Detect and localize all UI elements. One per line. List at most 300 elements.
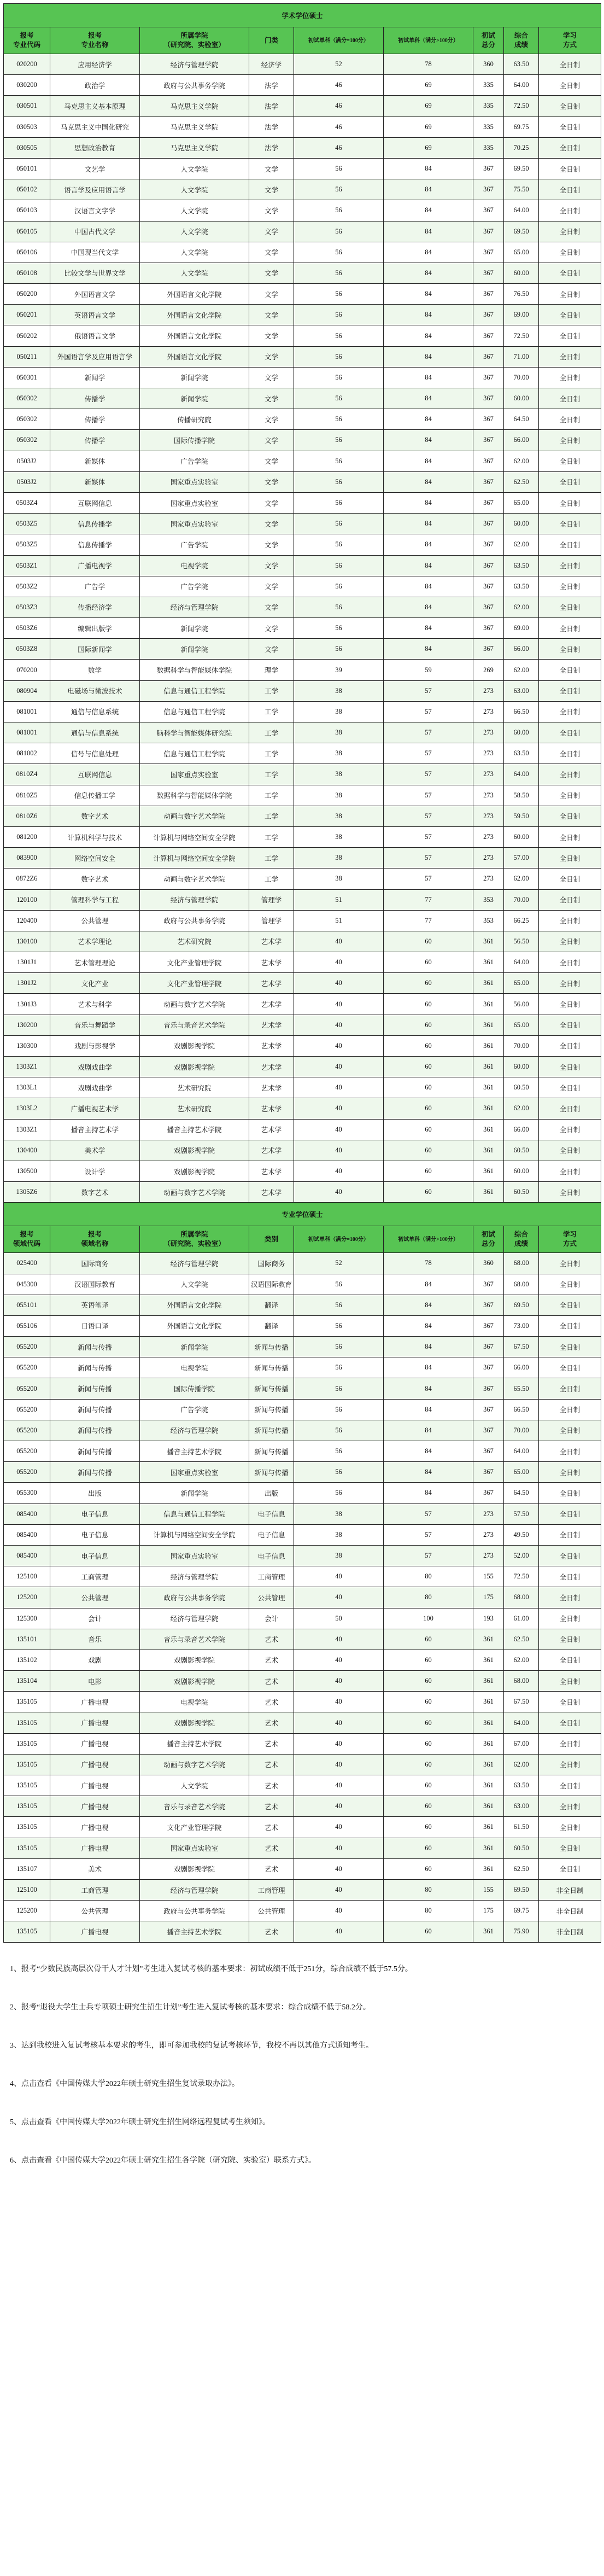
table-cell: 俄语语言文学 bbox=[50, 325, 140, 346]
column-header: 学习 方式 bbox=[539, 27, 601, 54]
table-cell: 戏剧影视学院 bbox=[140, 1035, 249, 1056]
table-cell: 68.00 bbox=[504, 1587, 539, 1608]
table-cell: 40 bbox=[294, 1057, 384, 1077]
table-cell: 计算机与网络空间安全学院 bbox=[140, 848, 249, 869]
table-row bbox=[4, 1921, 601, 1942]
table-cell: 130400 bbox=[4, 1140, 50, 1161]
table-cell: 055101 bbox=[4, 1295, 50, 1315]
table-cell: 335 bbox=[473, 96, 504, 116]
table-cell: 361 bbox=[473, 1733, 504, 1754]
table-row bbox=[4, 1295, 601, 1315]
table-cell: 全日制 bbox=[539, 534, 601, 555]
table-cell: 新闻与传播 bbox=[249, 1337, 294, 1357]
table-cell: 60 bbox=[384, 1650, 473, 1670]
table-cell: 38 bbox=[294, 869, 384, 889]
table-cell: 艺术学理论 bbox=[50, 931, 140, 952]
table-cell: 数学 bbox=[50, 660, 140, 680]
table-cell: 经济与管理学院 bbox=[140, 1253, 249, 1274]
table-cell: 135105 bbox=[4, 1754, 50, 1775]
table-cell: 050202 bbox=[4, 325, 50, 346]
table-cell: 文学 bbox=[249, 263, 294, 283]
table-cell: 60.00 bbox=[504, 263, 539, 283]
table-cell: 艺术 bbox=[249, 1671, 294, 1692]
table-cell: 84 bbox=[384, 597, 473, 617]
table-row bbox=[4, 1775, 601, 1796]
table-cell: 新闻与传播 bbox=[50, 1399, 140, 1420]
table-cell: 125100 bbox=[4, 1879, 50, 1900]
table-cell: 085400 bbox=[4, 1503, 50, 1524]
table-row bbox=[4, 325, 601, 346]
table-cell: 56 bbox=[294, 388, 384, 409]
table-cell: 文学 bbox=[249, 305, 294, 325]
table-cell: 367 bbox=[473, 1337, 504, 1357]
table-cell: 全日制 bbox=[539, 325, 601, 346]
table-row bbox=[4, 1524, 601, 1545]
table-cell: 367 bbox=[473, 158, 504, 179]
table-cell: 语言学及应用语言学 bbox=[50, 179, 140, 200]
table-cell: 艺术学 bbox=[249, 1035, 294, 1056]
table-row bbox=[4, 263, 601, 283]
table-cell: 全日制 bbox=[539, 514, 601, 534]
table-cell: 网络空间安全 bbox=[50, 848, 140, 869]
table-cell: 84 bbox=[384, 1399, 473, 1420]
table-cell: 广播电视 bbox=[50, 1692, 140, 1712]
table-cell: 56 bbox=[294, 1441, 384, 1462]
table-cell: 62.50 bbox=[504, 1629, 539, 1650]
table-cell: 0503Z8 bbox=[4, 639, 50, 660]
table-cell: 0810Z5 bbox=[4, 785, 50, 806]
table-cell: 80 bbox=[384, 1566, 473, 1587]
table-cell: 新闻与传播 bbox=[249, 1420, 294, 1441]
table-row bbox=[4, 1692, 601, 1712]
table-row bbox=[4, 116, 601, 137]
table-cell: 经济与管理学院 bbox=[140, 1608, 249, 1629]
table-row bbox=[4, 179, 601, 200]
table-cell: 135105 bbox=[4, 1921, 50, 1942]
table-cell: 工学 bbox=[249, 743, 294, 764]
table-cell: 57 bbox=[384, 848, 473, 869]
table-cell: 广播电视 bbox=[50, 1921, 140, 1942]
table-cell: 全日制 bbox=[539, 889, 601, 910]
table-row bbox=[4, 848, 601, 869]
note-item[interactable]: 4、点击查看《中国传媒大学2022年硕士研究生招生复试录取办法》。 bbox=[10, 2079, 239, 2088]
table-cell: 全日制 bbox=[539, 1650, 601, 1670]
table-cell: 数字艺术 bbox=[50, 806, 140, 826]
table-cell: 40 bbox=[294, 1754, 384, 1775]
table-cell: 155 bbox=[473, 1879, 504, 1900]
table-cell: 62.00 bbox=[504, 1650, 539, 1670]
table-cell: 0503Z4 bbox=[4, 492, 50, 513]
table-cell: 361 bbox=[473, 1692, 504, 1712]
table-cell: 工商管理 bbox=[249, 1879, 294, 1900]
table-cell: 经济与管理学院 bbox=[140, 54, 249, 75]
table-cell: 135104 bbox=[4, 1671, 50, 1692]
table-cell: 国际商务 bbox=[249, 1253, 294, 1274]
table-cell: 46 bbox=[294, 137, 384, 158]
table-cell: 艺术 bbox=[249, 1838, 294, 1858]
table-cell: 广播电视 bbox=[50, 1838, 140, 1858]
table-cell: 全日制 bbox=[539, 221, 601, 242]
table-cell: 新闻学院 bbox=[140, 1337, 249, 1357]
table-cell: 84 bbox=[384, 1295, 473, 1315]
table-cell: 全日制 bbox=[539, 1035, 601, 1056]
table-cell: 050108 bbox=[4, 263, 50, 283]
table-cell: 60 bbox=[384, 1775, 473, 1796]
table-row bbox=[4, 639, 601, 660]
table-cell: 367 bbox=[473, 388, 504, 409]
table-cell: 国家重点实验室 bbox=[140, 1545, 249, 1566]
table-cell: 367 bbox=[473, 1274, 504, 1295]
table-cell: 60 bbox=[384, 1035, 473, 1056]
table-row bbox=[4, 1879, 601, 1900]
table-cell: 文学 bbox=[249, 179, 294, 200]
table-cell: 367 bbox=[473, 639, 504, 660]
table-cell: 政府与公共事务学院 bbox=[140, 1901, 249, 1921]
table-cell: 335 bbox=[473, 75, 504, 96]
table-cell: 66.50 bbox=[504, 701, 539, 722]
table-cell: 全日制 bbox=[539, 242, 601, 263]
table-cell: 84 bbox=[384, 1378, 473, 1399]
table-row bbox=[4, 534, 601, 555]
table-cell: 电子信息 bbox=[50, 1524, 140, 1545]
table-cell: 367 bbox=[473, 284, 504, 305]
table-cell: 40 bbox=[294, 1817, 384, 1838]
table-cell: 361 bbox=[473, 1182, 504, 1203]
table-cell: 新闻与传播 bbox=[249, 1357, 294, 1378]
table-cell: 84 bbox=[384, 576, 473, 597]
table-cell: 273 bbox=[473, 722, 504, 743]
table-row bbox=[4, 200, 601, 221]
table-cell: 艺术学 bbox=[249, 1098, 294, 1119]
table-row bbox=[4, 1274, 601, 1295]
table-cell: 030200 bbox=[4, 75, 50, 96]
table-cell: 84 bbox=[384, 1420, 473, 1441]
table-cell: 音乐与录音艺术学院 bbox=[140, 1629, 249, 1650]
table-cell: 工学 bbox=[249, 869, 294, 889]
table-cell: 367 bbox=[473, 514, 504, 534]
table-cell: 新媒体 bbox=[50, 471, 140, 492]
table-cell: 67.50 bbox=[504, 1337, 539, 1357]
table-cell: 艺术管理理论 bbox=[50, 952, 140, 973]
table-cell: 69.75 bbox=[504, 1901, 539, 1921]
table-cell: 361 bbox=[473, 1712, 504, 1733]
table-cell: 工学 bbox=[249, 680, 294, 701]
table-cell: 361 bbox=[473, 1796, 504, 1817]
table-cell: 083900 bbox=[4, 848, 50, 869]
table-row bbox=[4, 1587, 601, 1608]
table-cell: 全日制 bbox=[539, 1119, 601, 1140]
table-cell: 新闻学院 bbox=[140, 367, 249, 388]
column-header: 报考 领域代码 bbox=[4, 1226, 50, 1253]
table-cell: 367 bbox=[473, 430, 504, 451]
column-header: 门类 bbox=[249, 27, 294, 54]
table-cell: 0503Z5 bbox=[4, 534, 50, 555]
table-cell: 60 bbox=[384, 994, 473, 1015]
table-cell: 51 bbox=[294, 889, 384, 910]
table-cell: 62.00 bbox=[504, 1754, 539, 1775]
table-cell: 非全日制 bbox=[539, 1921, 601, 1942]
table-cell: 050302 bbox=[4, 430, 50, 451]
table-cell: 政府与公共事务学院 bbox=[140, 1587, 249, 1608]
table-cell: 46 bbox=[294, 96, 384, 116]
table-cell: 84 bbox=[384, 158, 473, 179]
table-cell: 40 bbox=[294, 1775, 384, 1796]
table-cell: 64.50 bbox=[504, 409, 539, 430]
table-cell: 新闻学 bbox=[50, 367, 140, 388]
table-cell: 62.00 bbox=[504, 534, 539, 555]
table-cell: 56 bbox=[294, 597, 384, 617]
table-cell: 57 bbox=[384, 785, 473, 806]
table-cell: 84 bbox=[384, 555, 473, 576]
table-cell: 艺术 bbox=[249, 1712, 294, 1733]
table-cell: 57 bbox=[384, 1503, 473, 1524]
table-cell: 戏剧影视学院 bbox=[140, 1671, 249, 1692]
table-cell: 84 bbox=[384, 1357, 473, 1378]
table-cell: 文学 bbox=[249, 388, 294, 409]
table-cell: 60 bbox=[384, 1671, 473, 1692]
table-cell: 62.00 bbox=[504, 869, 539, 889]
table-cell: 电子信息 bbox=[249, 1524, 294, 1545]
table-cell: 055300 bbox=[4, 1483, 50, 1503]
table-row bbox=[4, 785, 601, 806]
table-cell: 全日制 bbox=[539, 1483, 601, 1503]
table-row bbox=[4, 1119, 601, 1140]
table-cell: 56 bbox=[294, 200, 384, 221]
table-cell: 60 bbox=[384, 1858, 473, 1879]
table-cell: 全日制 bbox=[539, 1182, 601, 1203]
table-cell: 全日制 bbox=[539, 1629, 601, 1650]
table-cell: 56 bbox=[294, 514, 384, 534]
table-cell: 64.00 bbox=[504, 764, 539, 785]
table-cell: 367 bbox=[473, 1295, 504, 1315]
table-cell: 57 bbox=[384, 1524, 473, 1545]
table-cell: 法学 bbox=[249, 75, 294, 96]
table-cell: 045300 bbox=[4, 1274, 50, 1295]
table-cell: 050201 bbox=[4, 305, 50, 325]
table-cell: 音乐与录音艺术学院 bbox=[140, 1015, 249, 1035]
table-row bbox=[4, 1315, 601, 1336]
table-cell: 全日制 bbox=[539, 1140, 601, 1161]
table-cell: 40 bbox=[294, 1712, 384, 1733]
table-cell: 出版 bbox=[249, 1483, 294, 1503]
table-cell: 全日制 bbox=[539, 1337, 601, 1357]
table-cell: 全日制 bbox=[539, 764, 601, 785]
table-cell: 361 bbox=[473, 1838, 504, 1858]
table-cell: 马克思主义中国化研究 bbox=[50, 116, 140, 137]
table-cell: 马克思主义学院 bbox=[140, 116, 249, 137]
table-cell: 60 bbox=[384, 1098, 473, 1119]
table-cell: 46 bbox=[294, 116, 384, 137]
table-cell: 367 bbox=[473, 576, 504, 597]
table-cell: 085400 bbox=[4, 1524, 50, 1545]
table-cell: 马克思主义基本原理 bbox=[50, 96, 140, 116]
table-cell: 全日制 bbox=[539, 1274, 601, 1295]
table-cell: 思想政治教育 bbox=[50, 137, 140, 158]
table-cell: 工商管理 bbox=[50, 1879, 140, 1900]
table-cell: 全日制 bbox=[539, 826, 601, 847]
table-cell: 电磁场与微波技术 bbox=[50, 680, 140, 701]
table-cell: 全日制 bbox=[539, 848, 601, 869]
table-cell: 全日制 bbox=[539, 1253, 601, 1274]
table-cell: 文学 bbox=[249, 200, 294, 221]
table-cell: 135105 bbox=[4, 1733, 50, 1754]
table-row bbox=[4, 722, 601, 743]
table-cell: 文学 bbox=[249, 284, 294, 305]
table-cell: 367 bbox=[473, 325, 504, 346]
table-cell: 84 bbox=[384, 1462, 473, 1483]
table-cell: 新媒体 bbox=[50, 451, 140, 471]
table-cell: 120400 bbox=[4, 910, 50, 931]
table-cell: 工学 bbox=[249, 806, 294, 826]
table-cell: 全日制 bbox=[539, 1817, 601, 1838]
table-cell: 57 bbox=[384, 806, 473, 826]
table-cell: 081001 bbox=[4, 722, 50, 743]
table-cell: 新闻与传播 bbox=[249, 1399, 294, 1420]
table-cell: 文学 bbox=[249, 492, 294, 513]
note-item[interactable]: 5、点击查看《中国传媒大学2022年硕士研究生招生网络远程复试考生须知》。 bbox=[10, 2118, 270, 2126]
table-cell: 全日制 bbox=[539, 1754, 601, 1775]
table-cell: 65.00 bbox=[504, 1462, 539, 1483]
table-row bbox=[4, 826, 601, 847]
table-cell: 055106 bbox=[4, 1315, 50, 1336]
table-cell: 全日制 bbox=[539, 701, 601, 722]
table-cell: 367 bbox=[473, 1483, 504, 1503]
table-cell: 84 bbox=[384, 305, 473, 325]
table-cell: 135101 bbox=[4, 1629, 50, 1650]
table-cell: 全日制 bbox=[539, 346, 601, 367]
table-cell: 59.50 bbox=[504, 806, 539, 826]
table-cell: 40 bbox=[294, 1161, 384, 1181]
table-cell: 80 bbox=[384, 1901, 473, 1921]
table-cell: 68.00 bbox=[504, 1253, 539, 1274]
table-row bbox=[4, 284, 601, 305]
table-cell: 353 bbox=[473, 910, 504, 931]
table-cell: 全日制 bbox=[539, 492, 601, 513]
table-cell: 60 bbox=[384, 1712, 473, 1733]
table-cell: 文学 bbox=[249, 242, 294, 263]
table-cell: 055200 bbox=[4, 1462, 50, 1483]
table-row bbox=[4, 1182, 601, 1203]
table-row bbox=[4, 1629, 601, 1650]
table-cell: 193 bbox=[473, 1608, 504, 1629]
table-cell: 全日制 bbox=[539, 1524, 601, 1545]
table-cell: 艺术学 bbox=[249, 952, 294, 973]
table-row bbox=[4, 1503, 601, 1524]
table-cell: 62.00 bbox=[504, 451, 539, 471]
table-cell: 管理科学与工程 bbox=[50, 889, 140, 910]
table-row bbox=[4, 1796, 601, 1817]
table-row bbox=[4, 471, 601, 492]
table-cell: 273 bbox=[473, 848, 504, 869]
table-cell: 经济与管理学院 bbox=[140, 889, 249, 910]
table-cell: 64.00 bbox=[504, 952, 539, 973]
table-cell: 69.50 bbox=[504, 158, 539, 179]
table-row bbox=[4, 514, 601, 534]
table-cell: 84 bbox=[384, 639, 473, 660]
table-cell: 56 bbox=[294, 576, 384, 597]
column-header: 报考 专业代码 bbox=[4, 27, 50, 54]
table-cell: 全日制 bbox=[539, 973, 601, 994]
table-cell: 38 bbox=[294, 806, 384, 826]
table-cell: 传播研究院 bbox=[140, 409, 249, 430]
table-cell: 51 bbox=[294, 910, 384, 931]
table-cell: 69.00 bbox=[504, 305, 539, 325]
column-header: 初试 总分 bbox=[473, 27, 504, 54]
table-cell: 367 bbox=[473, 1462, 504, 1483]
table-cell: 72.50 bbox=[504, 325, 539, 346]
table-cell: 56 bbox=[294, 1420, 384, 1441]
table-cell: 62.00 bbox=[504, 1098, 539, 1119]
table-cell: 全日制 bbox=[539, 1315, 601, 1336]
table-cell: 0503Z1 bbox=[4, 555, 50, 576]
column-header: 初试单科（满分>100分） bbox=[384, 27, 473, 54]
table-cell: 1305Z6 bbox=[4, 1182, 50, 1203]
table-cell: 文学 bbox=[249, 555, 294, 576]
table-cell: 40 bbox=[294, 1629, 384, 1650]
table-cell: 57 bbox=[384, 701, 473, 722]
table-cell: 全日制 bbox=[539, 660, 601, 680]
table-cell: 361 bbox=[473, 1629, 504, 1650]
table-cell: 055200 bbox=[4, 1399, 50, 1420]
table-row bbox=[4, 1140, 601, 1161]
note-item: 2、报考“退役大学生士兵专项硕士研究生招生计划”考生进入复试考核的基本要求：综合成绩不低于58.2分。 bbox=[10, 2003, 371, 2012]
table-cell: 68.00 bbox=[504, 1274, 539, 1295]
table-cell: 59 bbox=[384, 660, 473, 680]
table-cell: 全日制 bbox=[539, 1357, 601, 1378]
table-cell: 外国语言文学 bbox=[50, 284, 140, 305]
table-cell: 050302 bbox=[4, 409, 50, 430]
table-cell: 40 bbox=[294, 1838, 384, 1858]
table-cell: 361 bbox=[473, 1775, 504, 1796]
note-item[interactable]: 6、点击查看《中国传媒大学2022年硕士研究生招生各学院（研究院、实验室）联系方式》。 bbox=[10, 2156, 316, 2165]
table-cell: 电视学院 bbox=[140, 1692, 249, 1712]
table-cell: 84 bbox=[384, 618, 473, 639]
table-cell: 全日制 bbox=[539, 179, 601, 200]
table-cell: 设计学 bbox=[50, 1161, 140, 1181]
table-cell: 全日制 bbox=[539, 388, 601, 409]
table-cell: 050211 bbox=[4, 346, 50, 367]
table-cell: 57 bbox=[384, 869, 473, 889]
table-cell: 比较文学与世界文学 bbox=[50, 263, 140, 283]
table-cell: 125100 bbox=[4, 1566, 50, 1587]
table-cell: 工学 bbox=[249, 785, 294, 806]
table-cell: 外国语言文化学院 bbox=[140, 346, 249, 367]
table-cell: 艺术学 bbox=[249, 1161, 294, 1181]
table-cell: 1301J3 bbox=[4, 994, 50, 1015]
table-cell: 361 bbox=[473, 1858, 504, 1879]
table-cell: 传播学 bbox=[50, 409, 140, 430]
table-cell: 77 bbox=[384, 889, 473, 910]
table-cell: 60.00 bbox=[504, 826, 539, 847]
table-cell: 全日制 bbox=[539, 1608, 601, 1629]
table-cell: 56 bbox=[294, 1295, 384, 1315]
table-cell: 文学 bbox=[249, 639, 294, 660]
table-cell: 计算机科学与技术 bbox=[50, 826, 140, 847]
table-cell: 信息传播学 bbox=[50, 514, 140, 534]
table-row bbox=[4, 1035, 601, 1056]
table-cell: 1303Z1 bbox=[4, 1119, 50, 1140]
table-cell: 全日制 bbox=[539, 1420, 601, 1441]
table-cell: 62.00 bbox=[504, 660, 539, 680]
table-cell: 全日制 bbox=[539, 263, 601, 283]
table-cell: 73.00 bbox=[504, 1315, 539, 1336]
table-cell: 69.00 bbox=[504, 618, 539, 639]
table-cell: 广播电视艺术学 bbox=[50, 1098, 140, 1119]
table-cell: 361 bbox=[473, 1035, 504, 1056]
table-cell: 367 bbox=[473, 221, 504, 242]
table-cell: 1303Z1 bbox=[4, 1057, 50, 1077]
table-cell: 艺术 bbox=[249, 1858, 294, 1879]
